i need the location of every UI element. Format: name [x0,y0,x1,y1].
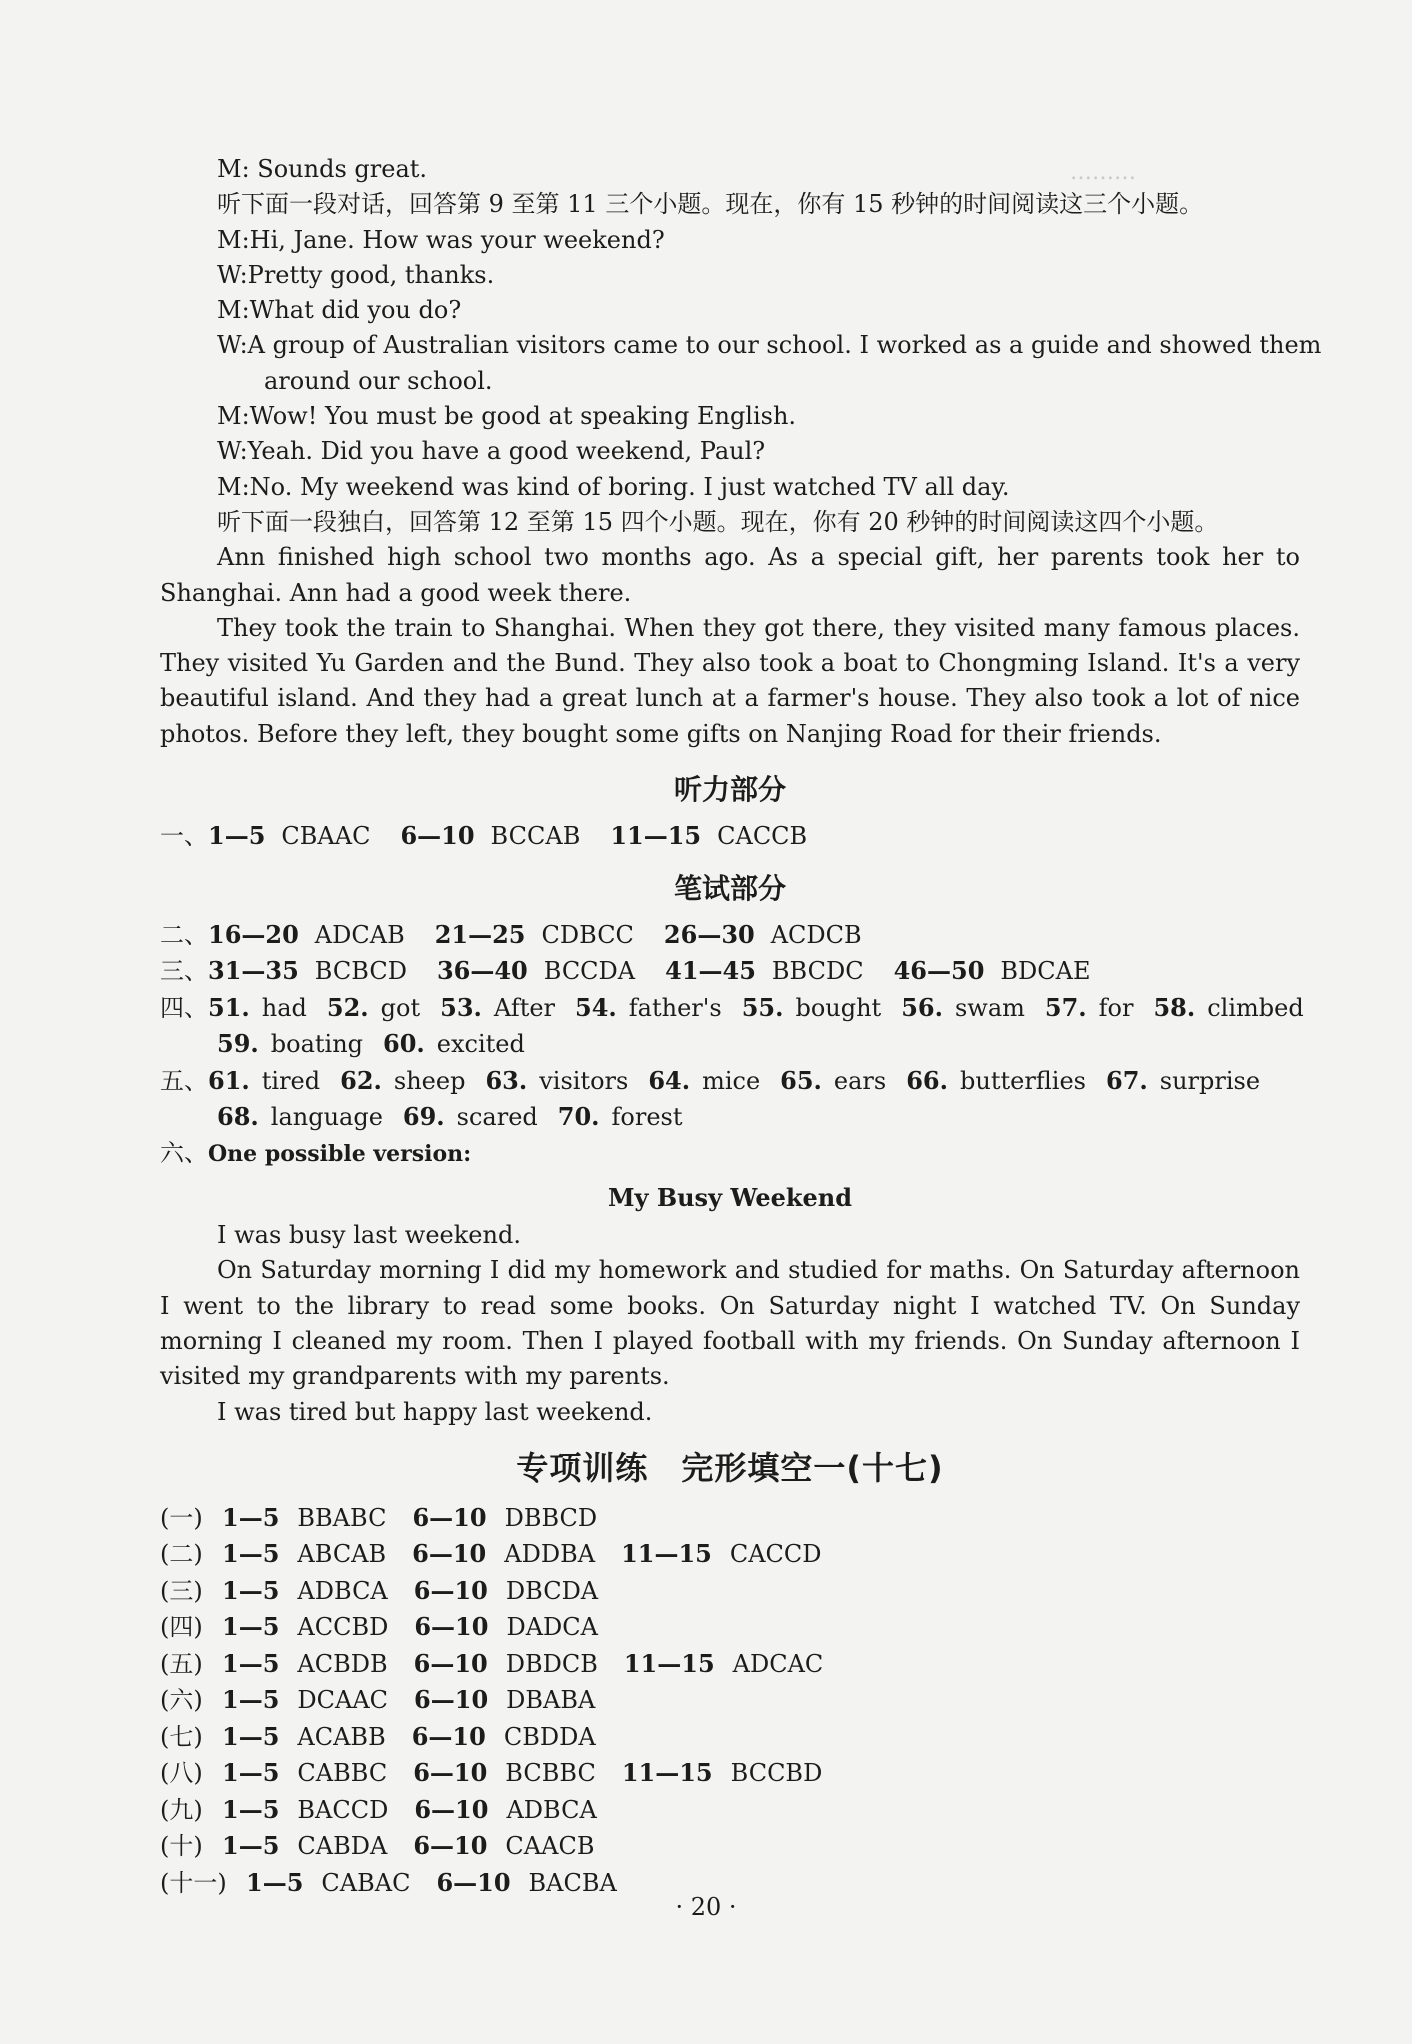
passage-answer-row [160,1500,1300,1537]
question-number: 56. [901,992,943,1022]
speaker-label: M: [217,225,250,254]
question-number: 65. [780,1065,822,1095]
answer-word: butterflies [960,1066,1086,1095]
section-prefix: 五、 [160,1066,208,1095]
question-range: 1—5 [246,1867,304,1897]
question-number: 55. [741,992,784,1022]
dialog-line [160,223,1300,258]
question-range: 6—10 [411,1721,486,1751]
word-answer [440,994,555,1022]
answer-letters: ADCAB [314,920,405,949]
passage-label: (四) [160,1613,203,1642]
question-range: 6—10 [414,1794,489,1824]
word-answer [208,994,307,1022]
answer-letters: ACCBD [297,1613,389,1642]
answer-letters: BBCDC [771,957,864,986]
dialog-line [160,258,1300,293]
answer-letters: BACBA [528,1868,617,1897]
answer-letters: DBDCB [505,1649,598,1678]
word-answer [217,1030,363,1058]
section-prefix: 四、 [160,993,208,1022]
monologue-paragraph: Ann finished high school two months ago. As a special gift, her parents took her to Shanghai. Ann had a good week there. [160,543,1300,607]
answer-word: language [270,1103,383,1132]
answer-letters: BCCDA [543,957,636,986]
section-prefix: 一、 [160,822,208,851]
question-number: 57. [1044,992,1087,1022]
page-number: · 20 · [675,1893,737,1921]
question-range: 21—25 [434,919,526,949]
question-number: 51. [208,992,250,1022]
answer-letters: ACDCB [770,920,862,949]
answer-word: father's [628,993,722,1022]
answer-word: forest [611,1103,683,1132]
question-range: 11—15 [610,821,702,851]
question-number: 64. [648,1065,691,1095]
answer-letters: BACCD [297,1795,389,1824]
word-answer [208,1067,320,1095]
answer-word: boating [270,1030,364,1059]
answer-word: had [261,993,307,1022]
answer-letters: CAACB [505,1832,595,1861]
answer-letters: ADCAC [732,1649,824,1678]
section-prefix: 二、 [160,920,208,949]
passage-answer-row [160,1755,1300,1792]
dialog-line [160,470,1300,505]
answers-section-4 [160,990,1304,1063]
answer-letters: CBDDA [503,1722,596,1751]
answer-word: sheep [393,1066,466,1095]
dialog-line-continued: around our school. [264,366,493,395]
question-range: 11—15 [621,1539,712,1569]
question-number: 68. [217,1102,259,1132]
dialog-line [160,293,1300,328]
dialog-text: Yeah. Did you have a good weekend, Paul? [247,437,766,466]
answers-section-6 [160,1136,1300,1173]
question-range: 6—10 [412,1539,487,1569]
answer-word: After [493,993,556,1022]
passage-label: (七) [160,1722,203,1751]
word-answer [340,1067,465,1095]
possible-version-label: One possible version: [208,1140,472,1167]
question-range: 6—10 [400,821,475,851]
dialog-text: Hi, Jane. How was your weekend? [249,225,665,254]
passage-label: (十) [160,1832,203,1861]
passage-answer-row [160,1573,1300,1610]
essay-paragraph: I was tired but happy last weekend. [217,1397,653,1426]
answer-letters: ACBDB [297,1649,388,1678]
answer-word: tired [261,1066,321,1095]
essay-paragraph: I was busy last weekend. [217,1221,521,1250]
question-range: 1—5 [222,1502,280,1532]
answer-word: mice [702,1066,761,1095]
passage-label: (二) [160,1540,203,1569]
answer-word: scared [456,1103,538,1132]
passage-label: (八) [160,1759,203,1788]
question-number: 60. [383,1029,425,1059]
speaker-label: W: [217,331,248,360]
monologue-paragraph: They took the train to Shanghai. When they got there, they visited many famous places. They visited Yu Garden and the Bund. They also took a boat to Chongming Island. It's a very beautiful island. And they had a great lunch at a farmer's house. They also took a lot of nice photos. Before they left, they bought some gifts on Nanjing Road for their friends. [160,613,1300,748]
answer-word: for [1098,993,1134,1022]
answer-letters: ACABB [297,1722,386,1751]
word-answer [575,994,722,1022]
section-prefix: 六、 [160,1138,208,1167]
question-range: 36—40 [436,956,528,986]
dialog-2 [160,223,1322,364]
passage-answer-row [160,1792,1300,1829]
answer-letters: DBCDA [505,1576,599,1605]
answer-line [160,1026,1300,1063]
question-range: 11—15 [623,1648,715,1678]
question-number: 69. [402,1102,445,1132]
passage-answer-row [160,1682,1300,1719]
word-answer [780,1067,886,1095]
essay-title: My Busy Weekend [607,1183,853,1213]
answer-letters: CABDA [297,1832,388,1861]
question-number: 61. [208,1065,250,1095]
passage-label: (一) [160,1503,203,1532]
dialog-text: A group of Australian visitors came to our school. I worked as a guide and showed them [247,331,1322,360]
answer-word: bought [795,993,882,1022]
question-range: 6—10 [413,1648,488,1678]
answer-letters: DBBCD [504,1503,598,1532]
answers-section-5 [160,1063,1300,1136]
word-answer [1106,1067,1260,1095]
listening-answers [160,818,1300,855]
question-range: 26—30 [663,919,755,949]
answer-line [160,1099,1300,1136]
section-prefix: 三、 [160,957,208,986]
question-range: 6—10 [413,1575,488,1605]
word-answer [485,1067,628,1095]
word-answer [327,994,420,1022]
passage-label: (十一) [160,1868,227,1897]
answer-word: surprise [1159,1066,1261,1095]
question-number: 66. [906,1065,948,1095]
speaker-label: M: [217,472,250,501]
question-range: 1—5 [222,1758,280,1788]
answer-letters: BCBBC [505,1759,596,1788]
speaker-label: W: [217,260,248,289]
word-answer [403,1103,538,1131]
answer-letters: ADBCA [297,1576,388,1605]
word-answer [558,1103,683,1131]
question-range: 16—20 [208,919,299,949]
question-range: 1—5 [222,1794,280,1824]
answer-line [160,990,1304,1027]
dialog-line [160,434,1300,469]
bleed-through-text: ……… [1070,160,1136,185]
question-number: 70. [557,1102,600,1132]
answer-word: got [380,993,421,1022]
dialog-line: M: Sounds great. [217,155,428,183]
word-answer [648,1067,760,1095]
question-number: 54. [575,992,617,1022]
passage-answer-row [160,1536,1300,1573]
dialog-text: Wow! You must be good at speaking English. [249,402,797,431]
answer-letters: CABAC [321,1868,411,1897]
answer-word: ears [833,1066,887,1095]
question-range: 6—10 [436,1867,511,1897]
word-answer [901,994,1025,1022]
speaker-label: W: [217,437,248,466]
question-range: 1—5 [222,1612,280,1642]
answer-letters: CACCB [717,822,808,851]
passage-answer-row [160,1828,1300,1865]
passage-label: (九) [160,1795,203,1824]
dialog-2b [160,399,1300,505]
speaker-label: M: [217,402,250,431]
dialog-line [160,328,1322,363]
word-answer [906,1067,1086,1095]
answer-word: swam [954,993,1025,1022]
passage-answer-row [160,1646,1300,1683]
section-title-writing: 笔试部分 [673,871,786,905]
question-range: 11—15 [621,1758,713,1788]
question-range: 6—10 [412,1502,487,1532]
passage-answer-row [160,1719,1300,1756]
question-number: 59. [217,1029,259,1059]
answer-letters: CDBCC [541,920,634,949]
question-range: 41—45 [665,956,756,986]
instruction-line: 听下面一段独白，回答第 12 至第 15 四个小题。现在，你有 20 秒钟的时间阅读这四个小题。 [217,507,1219,536]
question-range: 1—5 [208,821,266,851]
passage-label: (六) [160,1686,203,1715]
answer-line [160,1063,1300,1100]
instruction-line: 听下面一段对话，回答第 9 至第 11 三个小题。现在，你有 15 秒钟的时间阅读这三个小题。 [217,190,1204,219]
answer-letters: BDCAE [1000,957,1091,986]
dialog-text: What did you do? [249,296,462,325]
question-number: 67. [1106,1065,1148,1095]
answer-letters: CBAAC [281,822,371,851]
section-title-listening: 听力部分 [673,773,786,807]
question-number: 58. [1153,992,1196,1022]
question-range: 46—50 [893,956,985,986]
answer-word: climbed [1207,993,1304,1022]
answer-letters: CACCD [729,1540,822,1569]
question-number: 53. [440,992,482,1022]
word-answer [217,1103,383,1131]
word-answer [1045,994,1134,1022]
answer-word: excited [436,1030,525,1059]
passage-answer-row [160,1609,1300,1646]
answer-letters: ADBCA [506,1795,597,1824]
question-number: 63. [485,1065,528,1095]
answer-letters: CABBC [297,1759,388,1788]
question-number: 52. [326,992,369,1022]
answer-letters: DBABA [506,1686,596,1715]
word-answer [383,1030,525,1058]
answer-letters: ABCAB [297,1540,387,1569]
answer-letters: BCBCD [314,957,407,986]
special-training-answers [160,1500,1300,1902]
answer-letters: BBABC [297,1503,387,1532]
answer-letters: BCCAB [490,822,581,851]
question-range: 6—10 [414,1612,489,1642]
question-range: 6—10 [414,1685,489,1715]
question-number: 62. [340,1065,382,1095]
answers-section-2 [160,917,1300,954]
question-range: 1—5 [222,1831,280,1861]
question-range: 1—5 [222,1721,280,1751]
special-training-title: 专项训练 完形填空一(十七) [516,1448,944,1487]
question-range: 6—10 [413,1758,488,1788]
question-range: 1—5 [222,1575,280,1605]
word-answer [742,994,882,1022]
answer-word: visitors [539,1066,629,1095]
passage-label: (三) [160,1576,203,1605]
answer-letters: BCCBD [730,1759,823,1788]
speaker-label: M: [217,296,250,325]
answer-letters: DCAAC [297,1686,389,1715]
question-range: 1—5 [222,1685,280,1715]
listening-script [160,152,1322,1901]
answers-section-3 [160,953,1300,990]
word-answer [1153,994,1303,1022]
question-range: 1—5 [222,1648,280,1678]
passage-label: (五) [160,1649,203,1678]
dialog-line [160,399,1300,434]
question-range: 31—35 [208,956,299,986]
answer-letters: ADDBA [504,1540,596,1569]
essay-paragraph: On Saturday morning I did my homework and studied for maths. On Saturday afternoon I went to the library to read some books. On Saturday night I watched TV. On Sunday morning I cleaned my room. Then I played football with my friends. On Sunday afternoon I visited my grandparents with my parents. [160,1256,1300,1391]
question-range: 6—10 [413,1831,488,1861]
dialog-text: Pretty good, thanks. [247,260,495,289]
question-range: 1—5 [222,1539,280,1569]
answer-letters: DADCA [506,1613,598,1642]
dialog-text: No. My weekend was kind of boring. I just watched TV all day. [249,472,1010,501]
